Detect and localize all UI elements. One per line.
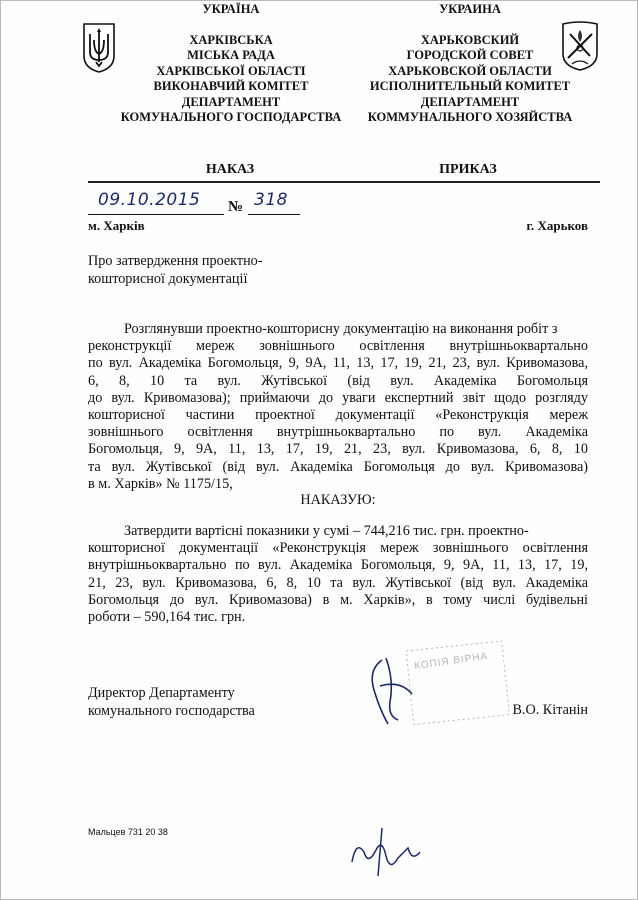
- org-line: ДЕПАРТАМЕНТ: [181, 94, 281, 109]
- number-field: [248, 190, 300, 215]
- preamble-line: 6, 8, 10 та вул. Жутівської (від вул. Академіка Богомольця: [88, 372, 588, 389]
- org-line: ГОРОДСКОЙ СОВЕТ: [406, 48, 534, 62]
- preamble-line: Богомольця, 9, 9А, 11, 13, 17, 19, 21, 23, вул. Кривомазова, 6, 8, 10: [88, 441, 588, 458]
- order-line: внутрішньоквартально по вул. Академіка Богомольця, 9, 9А, 11, 13, 17, 19,: [88, 557, 588, 574]
- order-line: кошторисної документації «Реконструкція мереж зовнішнього освітлення: [88, 540, 588, 557]
- author-contact: Мальцев 731 20 38: [88, 827, 168, 837]
- preamble-line: по вул. Академіка Богомольця, 9, 9А, 11, 13, 17, 19, 21, 23, вул. Кривомазова,: [88, 355, 588, 372]
- header-right: [352, 2, 588, 126]
- position-line: Директор Департаменту: [88, 685, 235, 701]
- preamble: [88, 321, 588, 493]
- stamp-text: КОПІЯ ВІРНА: [413, 650, 489, 673]
- subject-line: кошторисної документації: [88, 271, 248, 287]
- order-line: Богомольця до вул. Кривомазова) в м. Харків», в тому числі будівельні: [88, 591, 588, 608]
- preamble-line: та вул. Жутівської (від вул. Академіка Богомольця до вул. Кривомазова): [88, 458, 588, 475]
- preamble-line: реконструкції мереж зовнішнього освітлення внутрішньоквартально: [88, 338, 588, 355]
- org-line: ИСПОЛНИТЕЛЬНЫЙ КОМИТЕТ: [369, 79, 571, 93]
- org-line: ХАРКІВСЬКОЇ ОБЛАСТІ: [156, 63, 306, 78]
- org-line: КОМУНАЛЬНОГО ГОСПОДАРСТВА: [120, 110, 342, 124]
- order-line: роботи – 590,164 тис. грн.: [88, 609, 246, 626]
- preamble-line: до вул. Кривомазова); приймаючи до уваги експертний звіт щодо розгляду: [88, 389, 588, 406]
- org-line: ХАРЬКОВСКИЙ: [420, 32, 520, 47]
- header-divider: [88, 181, 600, 183]
- handwritten-date: 09.10.2015: [98, 190, 201, 210]
- doc-type-ua: НАКАЗ: [205, 162, 255, 177]
- country-ua: УКРАЇНА: [202, 2, 260, 16]
- number-sign: №: [228, 199, 244, 215]
- city-ru: г. Харьков: [526, 218, 588, 233]
- preamble-line: в м. Харків» № 1175/15,: [88, 475, 233, 492]
- org-line: ХАРЬКОВСКОЙ ОБЛАСТИ: [388, 63, 552, 78]
- subject-line: Про затвердження проектно-: [88, 253, 263, 269]
- handwritten-number: 318: [254, 190, 288, 210]
- header-left: [100, 2, 362, 126]
- order-word: НАКАЗУЮ:: [300, 492, 376, 508]
- country-ru: УКРАИНА: [439, 2, 501, 16]
- org-line: ДЕПАРТАМЕНТ: [420, 94, 520, 109]
- order-line: Затвердити вартісні показники у сумі – 744,216 тис. грн. проектно-: [124, 523, 529, 539]
- handwritten-initials: [342, 822, 432, 882]
- preamble-line: зовнішнього освітлення внутрішньоквартально по вул. Академіка: [88, 424, 588, 441]
- position-line: комунального господарства: [88, 703, 255, 719]
- signatory-name: В.О. Кітанін: [512, 702, 588, 718]
- org-line: КОММУНАЛЬНОГО ХОЗЯЙСТВА: [367, 110, 573, 124]
- city-ua: м. Харків: [88, 218, 145, 233]
- org-line: ХАРКІВСЬКА: [189, 32, 273, 47]
- preamble-line: кошторисної частини проектної документації «Реконструкція мереж: [88, 407, 588, 424]
- doc-type-ru: ПРИКАЗ: [439, 162, 497, 177]
- order-line: 21, 23, вул. Кривомазова, 6, 8, 10 та вул. Жутівської (від вул. Академіка: [88, 574, 588, 591]
- order-text: [88, 523, 588, 626]
- certified-copy-stamp: [396, 640, 516, 730]
- date-field: [88, 190, 224, 215]
- org-line: ВИКОНАВЧИЙ КОМІТЕТ: [153, 79, 309, 93]
- org-line: МІСЬКА РАДА: [187, 48, 275, 62]
- signatory-position: [88, 684, 255, 720]
- preamble-line: Розглянувши проектно-кошторисну документацію на виконання робіт з: [124, 321, 558, 337]
- subject: [88, 252, 263, 288]
